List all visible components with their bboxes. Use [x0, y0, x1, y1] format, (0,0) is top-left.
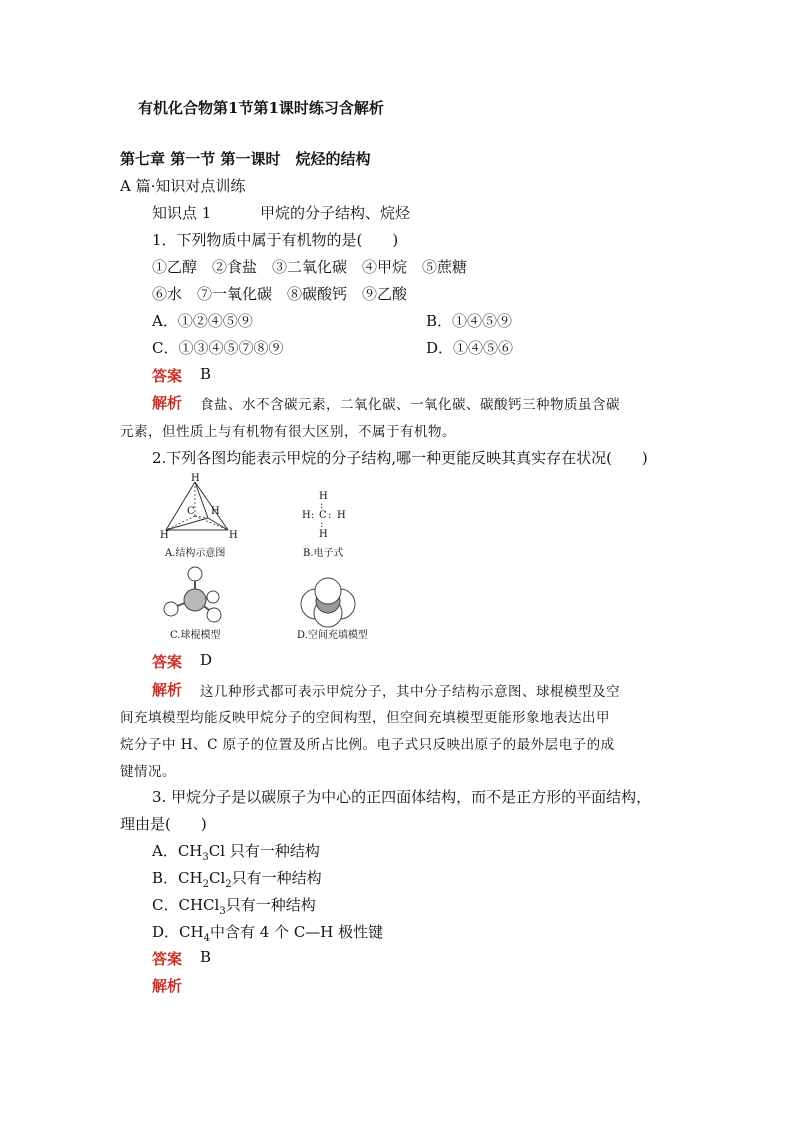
q3-stem-line2: 理由是( )	[120, 815, 207, 833]
q2-answer-label: 答案	[152, 653, 183, 671]
q1-option-c: C．①③④⑤⑦⑧⑨	[152, 339, 284, 357]
q1-stem: 1．下列物质中属于有机物的是( )	[152, 231, 399, 249]
q1-items-line1: ①乙醇 ②食盐 ③二氧化碳 ④甲烷 ⑤蔗糖	[152, 258, 468, 276]
q2-answer: D	[200, 651, 213, 669]
fig-a-h-right: H	[229, 530, 238, 541]
document-title: 有机化合物第1节第1课时练习含解析	[138, 99, 384, 117]
fig-a-caption: A.结构示意图	[165, 548, 226, 559]
q1-analysis-label: 解析	[152, 394, 183, 412]
fig-b-h-right: H	[337, 510, 346, 521]
q3-option-d: D．$CH_4$中含有 4 个 C—H 极性键	[152, 923, 384, 944]
fig-b-colon-left: :	[311, 510, 315, 521]
fig-b-colon-bottom: :	[320, 519, 324, 530]
fig-b-colon-right: :	[328, 510, 332, 521]
q1-option-a: A．①②④⑤⑨	[152, 312, 253, 330]
chapter-heading: 第七章 第一节 第一课时 烷烃的结构	[120, 150, 371, 168]
q3-option-b: B．$CH_2Cl_2$只有一种结构	[152, 869, 322, 890]
q1-analysis-line1: 食盐、水不含碳元素，二氧化碳、一氧化碳、碳酸钙三种物质虽含碳	[200, 397, 620, 413]
fig-b-h-bottom: H	[319, 529, 328, 540]
q3-option-c: C．CHCl$_3$只有一种结构	[152, 896, 316, 917]
q1-option-d: D．①④⑤⑥	[426, 339, 514, 357]
q2-analysis-line1: 这几种形式都可表示甲烷分子，其中分子结构示意图、球棍模型及空	[200, 684, 620, 700]
q1-answer: B	[200, 365, 212, 383]
fig-a-c: C	[187, 506, 195, 517]
methane-ball-stick-model	[160, 564, 230, 626]
fig-a-h-left: H	[160, 530, 169, 541]
methane-space-filling-model	[298, 576, 358, 628]
q2-analysis-line3: 烷分子中 H、C 原子的位置及所占比例。电子式只反映出原子的最外层电子的成	[120, 737, 615, 753]
fig-d-caption: D.空间充填模型	[297, 630, 368, 641]
q3-answer-label: 答案	[152, 950, 183, 968]
fig-b-colon-top: :	[320, 500, 324, 511]
knowledge-point-topic: 甲烷的分子结构、烷烃	[260, 204, 411, 222]
knowledge-point-label: 知识点 1	[152, 204, 212, 222]
fig-b-h-top: H	[319, 491, 328, 502]
q2-analysis-line4: 键情况。	[120, 764, 176, 780]
q2-analysis-line2: 间充填模型均能反映甲烷分子的空间构型，但空间充填模型更能形象地表达出甲	[120, 710, 610, 726]
q1-answer-label: 答案	[152, 367, 183, 385]
fig-a-h-top: H	[191, 473, 200, 484]
q3-option-a: A．$CH_3Cl$ 只有一种结构	[152, 842, 320, 863]
q3-stem-line1: 3. 甲烷分子是以碳原子为中心的正四面体结构，而不是正方形的平面结构，	[152, 788, 652, 806]
q2-analysis-label: 解析	[152, 681, 183, 699]
q1-analysis-line2: 元素，但性质上与有机物有很大区别，不属于有机物。	[120, 424, 456, 440]
q1-option-b: B．①④⑤⑨	[426, 312, 513, 330]
fig-b-c: C	[319, 510, 327, 521]
fig-b-caption: B.电子式	[303, 548, 344, 559]
q3-analysis-label: 解析	[152, 977, 183, 995]
fig-b-h-left: H	[302, 510, 311, 521]
q3-answer: B	[200, 948, 212, 966]
q1-items-line2: ⑥水 ⑦一氧化碳 ⑧碳酸钙 ⑨乙酸	[152, 285, 408, 303]
q2-stem: 2.下列各图均能表示甲烷的分子结构,哪一种更能反映其真实存在状况( )	[152, 449, 648, 467]
fig-a-h-right-inner: H	[211, 506, 220, 517]
section-label: A 篇·知识对点训练	[120, 177, 246, 195]
fig-c-caption: C.球棍模型	[170, 630, 221, 641]
